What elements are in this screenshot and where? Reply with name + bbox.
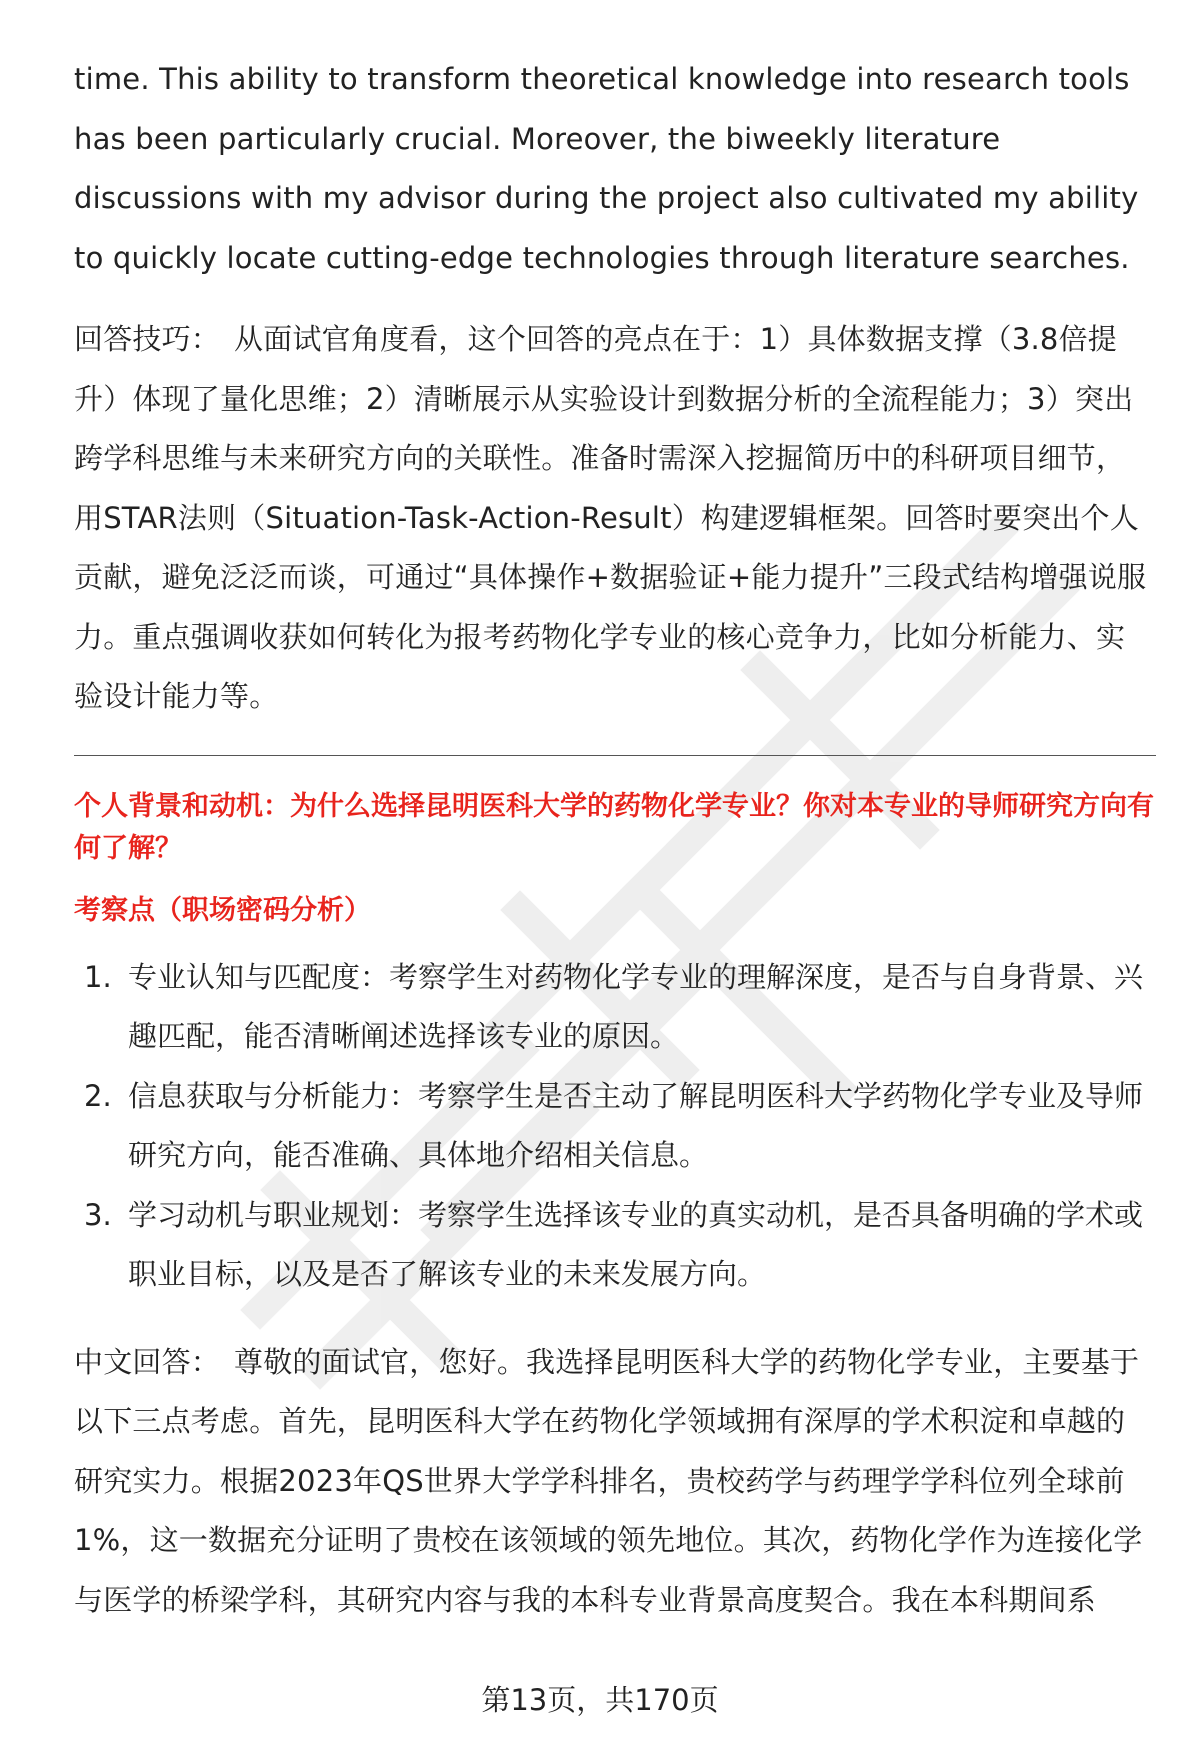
list-item-text: 专业认知与匹配度：考察学生对药物化学专业的理解深度，是否与自身背景、兴趣匹配，能否清晰阐述选择该专业的原因。 — [128, 959, 1144, 1053]
answer-text: 尊敬的面试官，您好。我选择昆明医科大学的药物化学专业，主要基于以下三点考虑。首先，昆明医科大学在药物化学领域拥有深厚的学术积淀和卓越的研究实力。根据2023年QS世界大学学科排名，贵校药学与药理学学科位列全球前1%，这一数据充分证明了贵校在该领域的领先地位。其次，药物化学作为连接化学与医学的桥梁学科，其研究内容与我的本科专业背景高度契合。我在本科期间系 — [74, 1344, 1143, 1617]
list-item-number: 3. — [84, 1197, 112, 1232]
page-number: 第13页，共170页 — [481, 1683, 719, 1717]
list-item — [74, 1067, 1154, 1186]
list-item — [74, 948, 1154, 1067]
tips-paragraph — [74, 310, 1154, 727]
points-list — [74, 948, 1154, 1305]
list-item-number: 1. — [84, 959, 112, 994]
list-item-text: 学习动机与职业规划：考察学生选择该专业的真实动机，是否具备明确的学术或职业目标，以及是否了解该专业的未来发展方向。 — [128, 1197, 1144, 1291]
answer-paragraph — [74, 1333, 1154, 1631]
question-title: 个人背景和动机：为什么选择昆明医科大学的药物化学专业？你对本专业的导师研究方向有何了解？ — [74, 790, 1154, 864]
points-heading: 考察点（职场密码分析） — [74, 894, 371, 926]
tips-text: 从面试官角度看，这个回答的亮点在于：1）具体数据支撑（3.8倍提升）体现了量化思维；2）清晰展示从实验设计到数据分析的全流程能力；3）突出跨学科思维与未来研究方向的关联性。准备时需深入挖掘简历中的科研项目细节，用STAR法则（Situation-Task-Action-Result）构建逻辑框架。回答时要突出个人贡献，避免泛泛而谈，可通过“具体操作+数据验证+能力提升”三段式结构增强说服力。重点强调收获如何转化为报考药物化学专业的核心竞争力，比如分析能力、实验设计能力等。 — [74, 322, 1147, 713]
answer-label: 中文回答： — [74, 1344, 221, 1379]
tips-label: 回答技巧： — [74, 322, 221, 356]
document-page — [74, 50, 1154, 1630]
list-item-text: 信息获取与分析能力：考察学生是否主动了解昆明医科大学药物化学专业及导师研究方向，能否准确、具体地介绍相关信息。 — [128, 1078, 1144, 1172]
intro-paragraph: time. This ability to transform theoretical knowledge into research tools has been particularly crucial. Moreover, the biweekly literature discussions with my advisor during the project also cultivated my ability to quickly locate cutting-edge technologies through literature searches. — [74, 62, 1139, 275]
list-item-number: 2. — [84, 1078, 112, 1113]
list-item — [74, 1186, 1154, 1305]
